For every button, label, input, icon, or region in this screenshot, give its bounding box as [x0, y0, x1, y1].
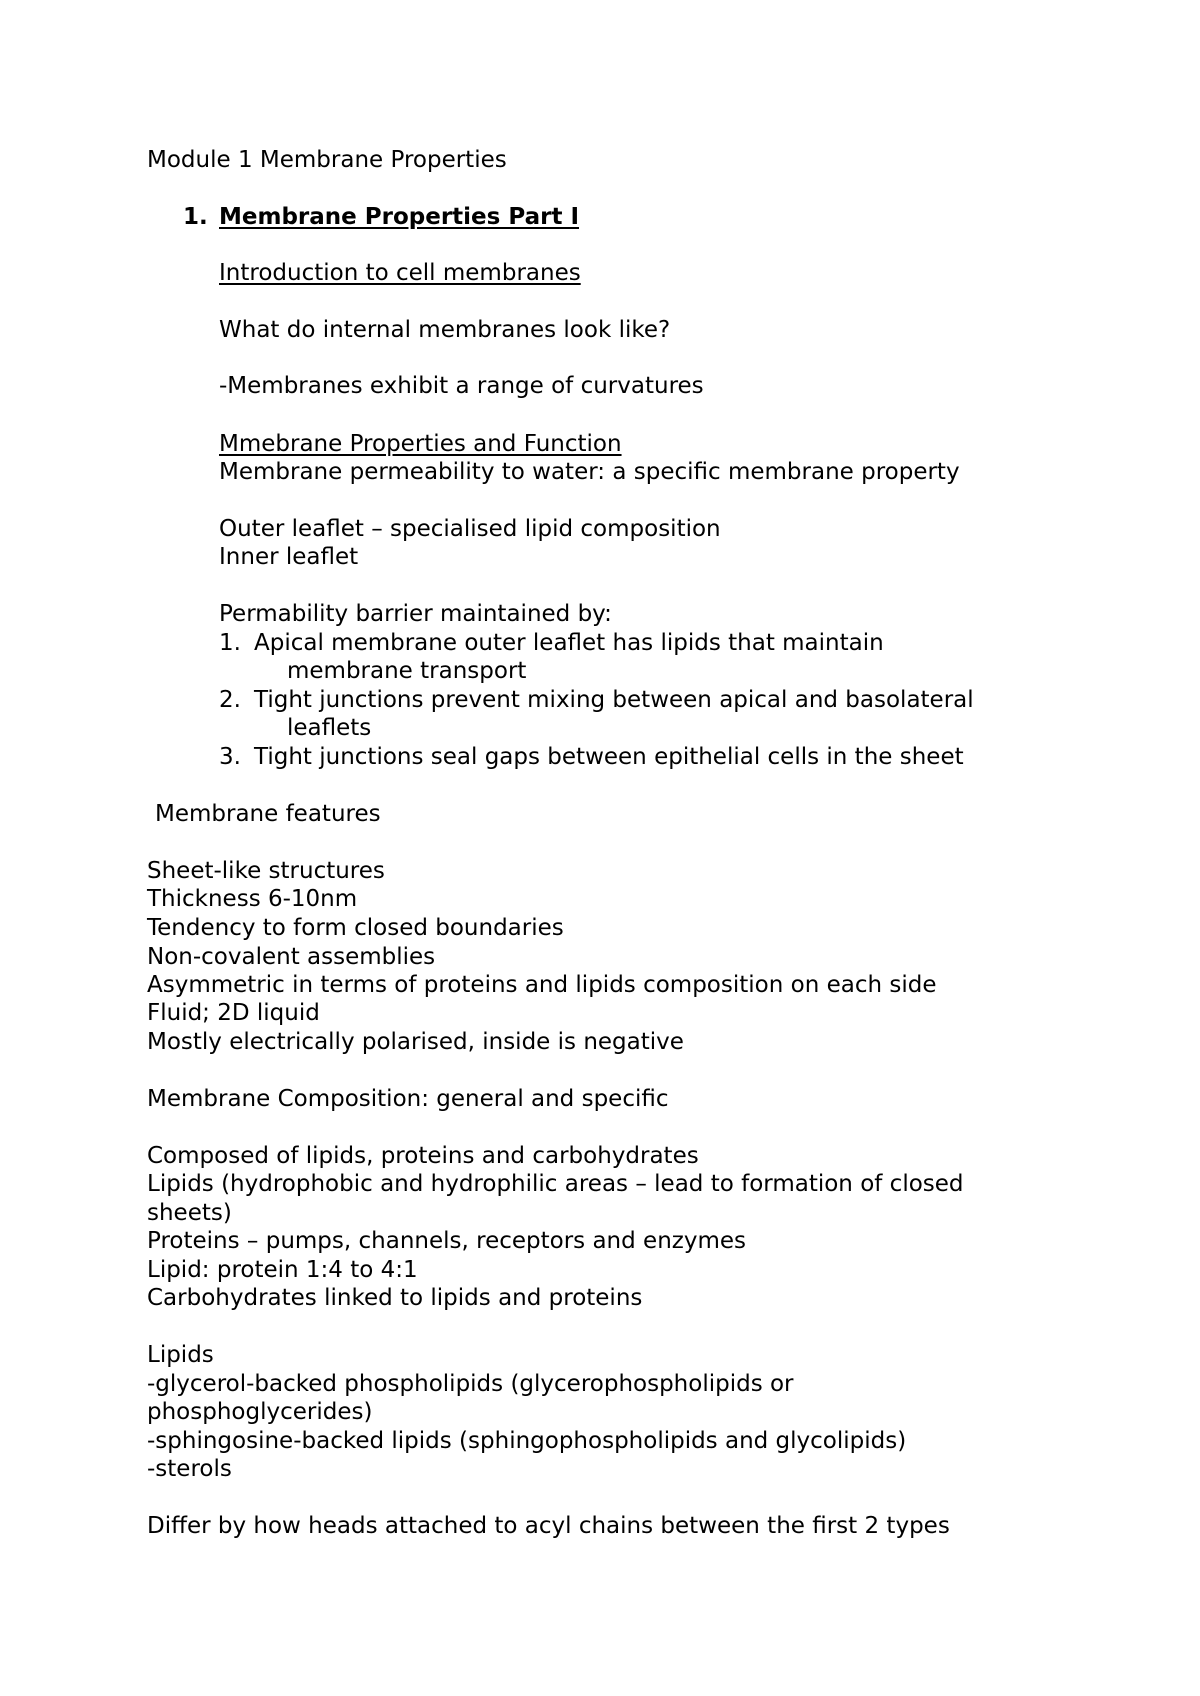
inner-leaflet-text: Inner leaflet: [219, 544, 359, 570]
outer-leaflet-text: Outer leaflet – specialised lipid composition: [219, 516, 721, 542]
composition-heading: Membrane Composition: general and specific: [147, 1086, 669, 1112]
part-heading: Membrane Properties Part I: [219, 204, 580, 230]
list-item: Asymmetric in terms of proteins and lipids composition on each side: [147, 972, 937, 998]
list-item: Non-covalent assemblies: [147, 944, 436, 970]
list-item: phosphoglycerides): [147, 1399, 373, 1425]
barrier-item-text-cont: membrane transport: [287, 658, 527, 684]
list-item: Lipid: protein 1:4 to 4:1: [147, 1257, 418, 1283]
section-intro-heading: Introduction to cell membranes: [219, 260, 581, 286]
list-item: Lipids (hydrophobic and hydrophilic areas – lead to formation of closed: [147, 1171, 964, 1197]
document-title: Module 1 Membrane Properties: [147, 147, 507, 173]
list-item: sheets): [147, 1200, 232, 1226]
list-item: Thickness 6-10nm: [147, 886, 358, 912]
list-item: Fluid; 2D liquid: [147, 1000, 320, 1026]
barrier-item-text: Tight junctions seal gaps between epithelial cells in the sheet: [254, 744, 964, 770]
lipids-heading: Lipids: [147, 1342, 214, 1368]
barrier-item-text: Tight junctions prevent mixing between apical and basolateral: [254, 687, 974, 713]
list-item: Proteins – pumps, channels, receptors and enzymes: [147, 1228, 746, 1254]
barrier-item-number: 3.: [219, 744, 241, 770]
list-item: Mostly electrically polarised, inside is negative: [147, 1029, 684, 1055]
list-item: -sphingosine-backed lipids (sphingophospholipids and glycolipids): [147, 1428, 907, 1454]
list-item: Tendency to form closed boundaries: [147, 915, 564, 941]
barrier-heading: Permability barrier maintained by:: [219, 601, 612, 627]
closing-text: Differ by how heads attached to acyl chains between the first 2 types: [147, 1513, 950, 1539]
list-item: -sterols: [147, 1456, 232, 1482]
permeability-text: Membrane permeability to water: a specific membrane property: [219, 459, 960, 485]
question-text: What do internal membranes look like?: [219, 317, 671, 343]
list-item: Carbohydrates linked to lipids and proteins: [147, 1285, 643, 1311]
barrier-item-number: 1.: [219, 630, 241, 656]
list-item: Sheet-like structures: [147, 858, 385, 884]
list-item: -glycerol-backed phospholipids (glycerophospholipids or: [147, 1371, 794, 1397]
part-number: 1.: [183, 204, 208, 230]
section-function-heading: Mmebrane Properties and Function: [219, 431, 622, 457]
features-heading: Membrane features: [155, 801, 381, 827]
barrier-item-text-cont: leaflets: [287, 715, 372, 741]
barrier-item-text: Apical membrane outer leaflet has lipids that maintain: [254, 630, 884, 656]
barrier-item-number: 2.: [219, 687, 241, 713]
list-item: Composed of lipids, proteins and carbohydrates: [147, 1143, 699, 1169]
curvatures-text: -Membranes exhibit a range of curvatures: [219, 373, 704, 399]
